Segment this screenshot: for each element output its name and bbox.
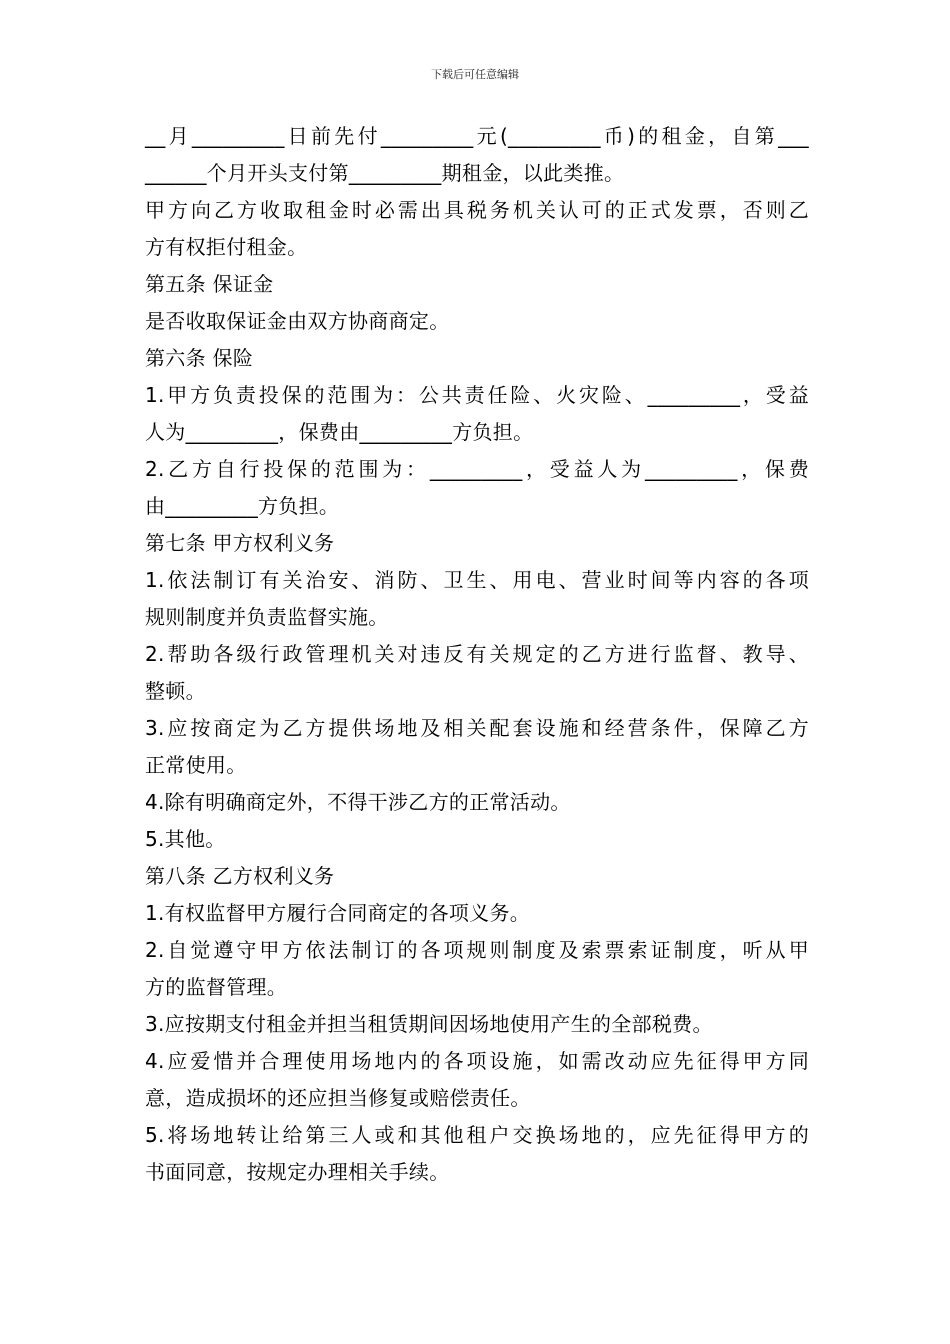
text-line: 书面同意，按规定办理相关手续。 bbox=[145, 1160, 450, 1184]
text-line: 4.应爱惜并合理使用场地内的各项设施，如需改动应先征得甲方同 bbox=[145, 1049, 809, 1073]
text-line: 2.帮助各级行政管理机关对违反有关规定的乙方进行监督、教导、 bbox=[145, 642, 809, 666]
text-line: 2.乙方自行投保的范围为：_________，受益人为_________，保费 bbox=[145, 457, 809, 481]
text-line: 规则制度并负责监督实施。 bbox=[145, 605, 389, 629]
text-line: 甲方向乙方收取租金时必需出具税务机关认可的正式发票，否则乙 bbox=[145, 198, 809, 222]
section-heading: 第六条 保险 bbox=[145, 346, 254, 370]
text-line: 整顿。 bbox=[145, 679, 206, 703]
text-line: 4.除有明确商定外，不得干涉乙方的正常活动。 bbox=[145, 790, 571, 814]
text-line: 方的监督管理。 bbox=[145, 975, 288, 999]
text-line: ______个月开头支付第_________期租金，以此类推。 bbox=[145, 161, 625, 185]
text-line: 人为_________，保费由_________方负担。 bbox=[145, 420, 534, 444]
text-line: 方有权拒付租金。 bbox=[145, 235, 308, 259]
document-body bbox=[145, 118, 809, 1191]
text-line: 1.有权监督甲方履行合同商定的各项义务。 bbox=[145, 901, 531, 925]
text-line: 3.应按商定为乙方提供场地及相关配套设施和经营条件，保障乙方 bbox=[145, 716, 809, 740]
text-line: 意，造成损坏的还应担当修复或赔偿责任。 bbox=[145, 1086, 531, 1110]
text-line: 1.甲方负责投保的范围为：公共责任险、火灾险、_________，受益 bbox=[145, 383, 809, 407]
text-line: 2.自觉遵守甲方依法制订的各项规则制度及索票索证制度，听从甲 bbox=[145, 938, 809, 962]
text-line: 由_________方负担。 bbox=[145, 494, 340, 518]
text-line: 1.依法制订有关治安、消防、卫生、用电、营业时间等内容的各项 bbox=[145, 568, 809, 592]
text-line: __月_________日前先付_________元(_________币)的租金，自第___ bbox=[145, 124, 809, 148]
text-line: 3.应按期支付租金并担当租赁期间因场地使用产生的全部税费。 bbox=[145, 1012, 713, 1036]
text-line: 正常使用。 bbox=[145, 753, 247, 777]
section-heading: 第八条 乙方权利义务 bbox=[145, 864, 335, 888]
text-line: 5.其他。 bbox=[145, 827, 226, 851]
text-line: 是否收取保证金由双方协商商定。 bbox=[145, 309, 450, 333]
section-heading: 第五条 保证金 bbox=[145, 272, 274, 296]
section-heading: 第七条 甲方权利义务 bbox=[145, 531, 335, 555]
text-line: 5.将场地转让给第三人或和其他租户交换场地的，应先征得甲方的 bbox=[145, 1123, 809, 1147]
page-header: 下载后可任意编辑 bbox=[431, 68, 519, 81]
